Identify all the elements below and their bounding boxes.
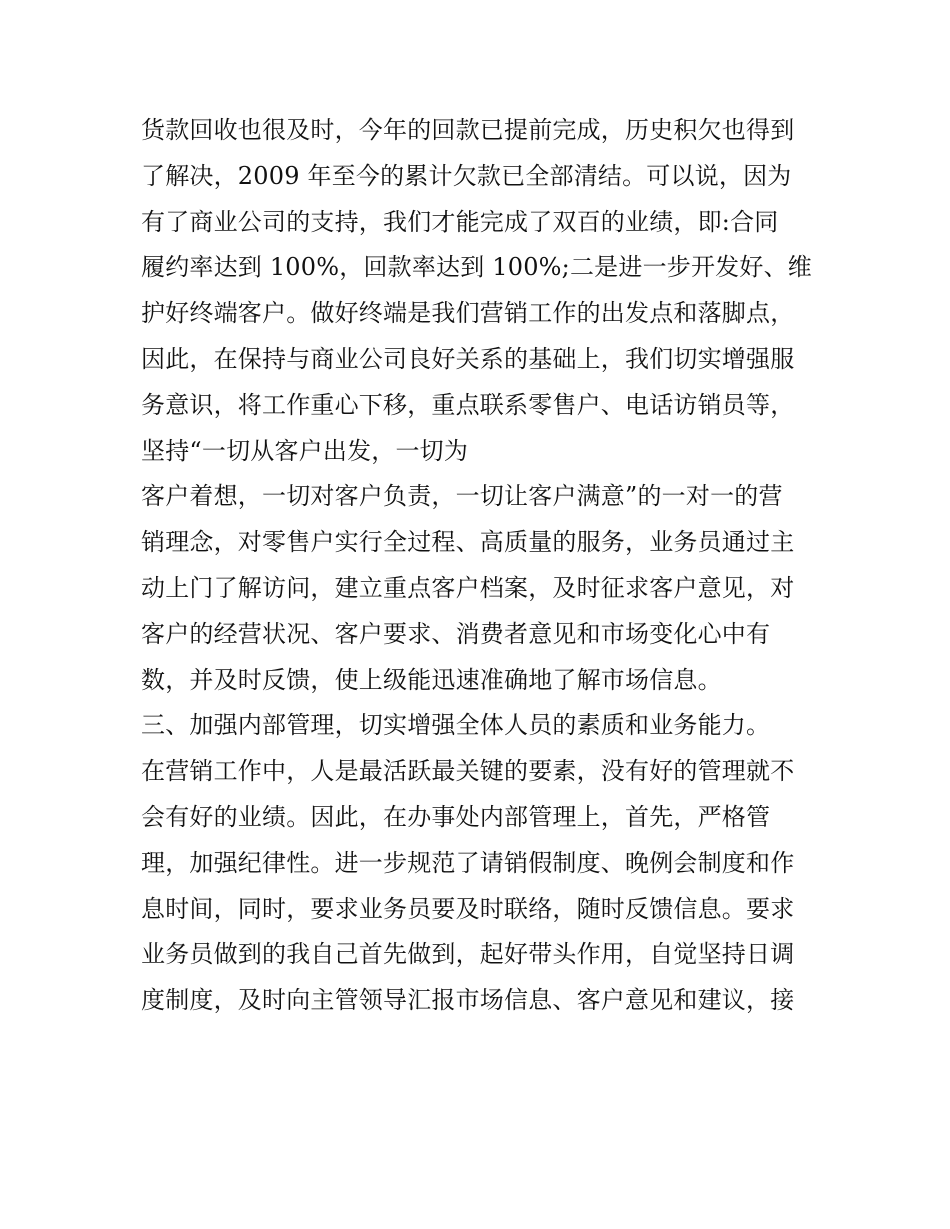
text-line: 坚持“一切从客户出发，一切为 — [141, 436, 469, 465]
text-line: 客户着想，一切对客户负责，一切让客户满意”的一对一的营 — [141, 482, 783, 511]
text-line: 护好终端客户。做好终端是我们营销工作的出发点和落脚点， — [141, 299, 795, 328]
text-line: 息时间，同时，要求业务员要及时联络，随时反馈信息。要求 — [141, 894, 795, 923]
text-line: 货款回收也很及时，今年的回款已提前完成，历史积欠也得到 — [141, 116, 795, 144]
text-line: 履约率达到 100%，回款率达到 100%;二是进一步开发好、维 — [141, 253, 812, 282]
text-line: 因此，在保持与商业公司良好关系的基础上，我们切实增强服 — [141, 344, 795, 373]
text-line: 在营销工作中，人是最活跃最关键的要素，没有好的管理就不 — [141, 757, 795, 786]
text-line: 了解决，2009 年至今的累计欠款已全部清结。可以说，因为 — [141, 161, 792, 190]
text-line: 动上门了解访问，建立重点客户档案，及时征求客户意见，对 — [141, 573, 795, 602]
text-line: 有了商业公司的支持，我们才能完成了双百的业绩，即:合同 — [141, 207, 779, 236]
section-heading: 三、加强内部管理，切实增强全体人员的素质和业务能力。 — [141, 711, 771, 740]
text-line: 务意识，将工作重心下移，重点联系零售户、电话访销员等， — [141, 390, 795, 419]
text-line: 度制度，及时向主管领导汇报市场信息、客户意见和建议，接 — [141, 986, 795, 1015]
text-line: 客户的经营状况、客户要求、消费者意见和市场变化心中有 — [141, 619, 771, 648]
text-line: 业务员做到的我自己首先做到，起好带头作用，自觉坚持日调 — [141, 940, 795, 969]
body-text — [141, 108, 821, 1024]
text-line: 会有好的业绩。因此，在办事处内部管理上，首先，严格管 — [141, 802, 771, 831]
text-line: 销理念，对零售户实行全过程、高质量的服务，业务员通过主 — [141, 528, 795, 557]
text-line: 理，加强纪律性。进一步规范了请销假制度、晚例会制度和作 — [141, 848, 795, 877]
text-line: 数，并及时反馈，使上级能迅速准确地了解市场信息。 — [141, 665, 722, 694]
